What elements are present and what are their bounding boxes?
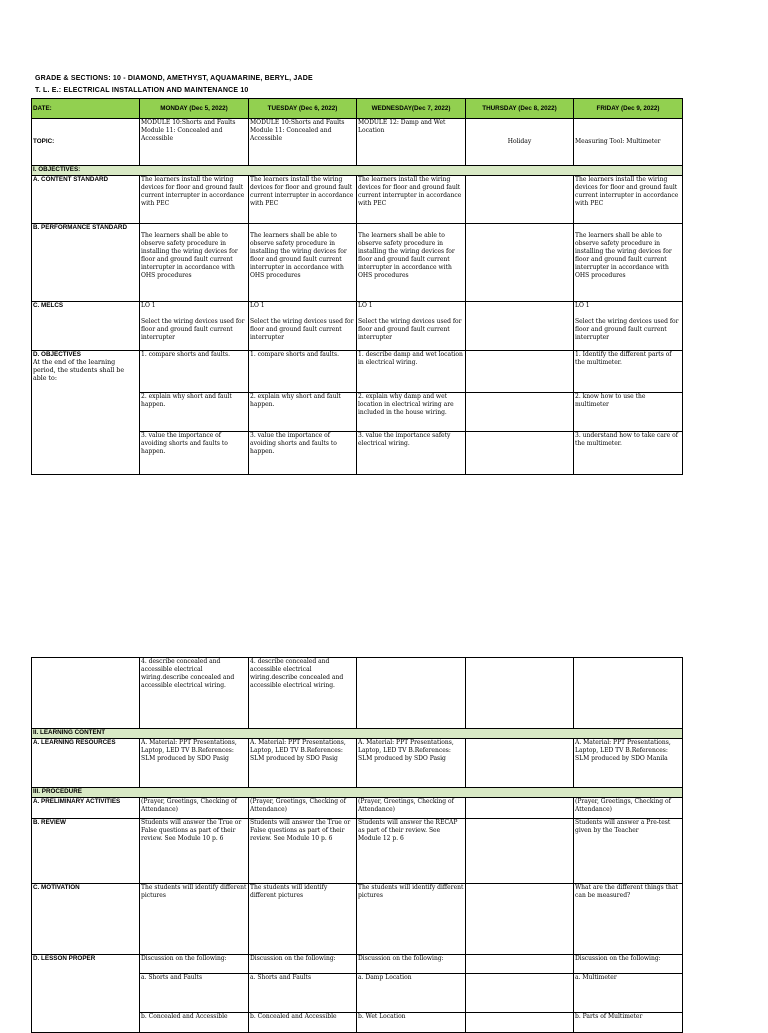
subject-heading: T. L. E.: ELECTRICAL INSTALLATION AND MAINTENANCE 10 xyxy=(35,87,249,94)
topic-tuesday: MODULE 10:Shorts and Faults Module 11: Concealed and Accessible xyxy=(249,119,357,166)
performance-standard-friday xyxy=(574,224,683,302)
lo-code: LO 1 xyxy=(575,302,590,309)
learning-content-section-row xyxy=(32,729,683,739)
performance-text: The learners shall be able to observe safety procedure in installing the wiring devices for floor and ground fault current interrupter in accordance with OHS procedures xyxy=(358,232,455,279)
melcs-tuesday xyxy=(249,302,357,351)
objective-3-wednesday: 3. value the importance safety electrical wiring. xyxy=(357,432,466,475)
objective-1-tuesday: 1. compare shorts and faults. xyxy=(249,351,357,393)
performance-standard-label: B. PERFORMANCE STANDARD xyxy=(32,224,140,302)
review-label: B. REVIEW xyxy=(32,819,140,884)
topic-thursday: Holiday xyxy=(466,119,574,166)
melcs-row xyxy=(32,302,683,351)
lo-code: LO 1 xyxy=(141,302,156,309)
objective-4-tuesday: 4. describe concealed and accessible electrical wiring.describe concealed and accessible electrical wiring. xyxy=(249,658,357,729)
objective-2-monday: 2. explain why short and fault happen. xyxy=(140,393,249,432)
content-standard-monday: The learners install the wiring devices for floor and ground fault current interrupter in accordance with PEC xyxy=(140,176,249,224)
objectives-section-label: I. OBJECTIVES: xyxy=(32,166,683,176)
objective-3-friday: 3. understand how to take care of the multimeter. xyxy=(574,432,683,475)
lesson-item-b-monday: b. Concealed and Accessible xyxy=(140,1013,249,1033)
date-header-row xyxy=(32,99,683,119)
learning-resources-label: A. LEARNING RESOURCES xyxy=(32,739,140,788)
motivation-friday: What are the different things that can be measured? xyxy=(574,884,683,955)
content-standard-friday: The learners install the wiring devices for floor and ground fault current interrupter in accordance with PEC xyxy=(574,176,683,224)
objectives-label: D. OBJECTIVES xyxy=(33,351,81,358)
topic-row xyxy=(32,119,683,166)
preliminary-tuesday: (Prayer, Greetings, Checking of Attendance) xyxy=(249,798,357,819)
objective-3-tuesday: 3. value the importance of avoiding shorts and faults to happen. xyxy=(249,432,357,475)
preliminary-wednesday: (Prayer, Greetings, Checking of Attendance) xyxy=(357,798,466,819)
topic-monday: MODULE 10:Shorts and Faults Module 11: Concealed and Accessible xyxy=(140,119,249,166)
content-standard-label: A. CONTENT STANDARD xyxy=(32,176,140,224)
lesson-item-a-friday: a. Multimeter xyxy=(574,974,683,1013)
review-row xyxy=(32,819,683,884)
content-standard-wednesday: The learners install the wiring devices for floor and ground fault current interrupter in accordance with PEC xyxy=(357,176,466,224)
motivation-row xyxy=(32,884,683,955)
review-wednesday: Students will answer the RECAP as part of their review. See Module 12 p. 6 xyxy=(357,819,466,884)
objective-3-monday: 3. value the importance of avoiding shorts and faults to happen. xyxy=(140,432,249,475)
lesson-proper-friday: Discussion on the following: xyxy=(574,955,683,974)
lesson-item-a-thursday xyxy=(466,974,574,1013)
topic-friday: Measuring Tool: Multimeter xyxy=(574,119,683,166)
objective-1-wednesday: 1. describe damp and wet location in electrical wiring. xyxy=(357,351,466,393)
review-tuesday: Students will answer the True or False questions as part of their review. See Module 10 p. 6 xyxy=(249,819,357,884)
motivation-wednesday: The students will identify different pictures xyxy=(357,884,466,955)
lesson-item-b-wednesday: b. Wet Location xyxy=(357,1013,466,1033)
preliminary-thursday xyxy=(466,798,574,819)
topic-wednesday: MODULE 12: Damp and Wet Location xyxy=(357,119,466,166)
objective-4-wednesday xyxy=(357,658,466,729)
preliminary-monday: (Prayer, Greetings, Checking of Attendance) xyxy=(140,798,249,819)
grade-sections-heading: GRADE & SECTIONS: 10 - DIAMOND, AMETHYST, AQUAMARINE, BERYL, JADE xyxy=(35,75,313,82)
lesson-item-a-tuesday: a. Shorts and Faults xyxy=(249,974,357,1013)
review-friday: Students will answer a Pre-test given by the Teacher xyxy=(574,819,683,884)
objectives-section-row xyxy=(32,166,683,176)
melc-text: Select the wiring devices used for floor and ground fault current interrupter xyxy=(575,318,679,341)
procedure-section-label: III. PROCEDURE xyxy=(32,788,683,798)
lesson-proper-tuesday: Discussion on the following: xyxy=(249,955,357,974)
lo-code: LO 1 xyxy=(250,302,265,309)
objective-4-thursday xyxy=(466,658,574,729)
review-monday: Students will answer the True or False questions as part of their review. See Module 10 p. 6 xyxy=(140,819,249,884)
lesson-item-b-thursday xyxy=(466,1013,574,1033)
objective-2-friday: 2. know how to use the multimeter xyxy=(574,393,683,432)
performance-text: The learners shall be able to observe safety procedure in installing the wiring devices for floor and ground fault current interrupter in accordance with OHS procedures xyxy=(575,232,672,279)
motivation-label: C. MOTIVATION xyxy=(32,884,140,955)
objectives-label-cell xyxy=(32,351,140,475)
objective-4-friday xyxy=(574,658,683,729)
objective-1-row xyxy=(32,351,683,393)
learning-resources-row xyxy=(32,739,683,788)
resources-thursday xyxy=(466,739,574,788)
performance-standard-wednesday xyxy=(357,224,466,302)
lesson-proper-row xyxy=(32,955,683,974)
objective-2-tuesday: 2. explain why short and fault happen. xyxy=(249,393,357,432)
thursday-header: THURSDAY (Dec 8, 2022) xyxy=(466,99,574,119)
objective-2-wednesday: 2. explain why damp and wet location in electrical wiring are included in the house wiring. xyxy=(357,393,466,432)
learning-content-section-label: II. LEARNING CONTENT xyxy=(32,729,683,739)
resources-tuesday: A. Material: PPT Presentations, Laptop, LED TV B.References: SLM produced by SDO Pasig xyxy=(249,739,357,788)
objective-4-row xyxy=(32,658,683,729)
preliminary-row xyxy=(32,798,683,819)
motivation-monday: The students will identify different pictures xyxy=(140,884,249,955)
lesson-item-a-wednesday: a. Damp Location xyxy=(357,974,466,1013)
lesson-item-a-monday: a. Shorts and Faults xyxy=(140,974,249,1013)
melcs-monday xyxy=(140,302,249,351)
friday-header: FRIDAY (Dec 9, 2022) xyxy=(574,99,683,119)
melcs-wednesday xyxy=(357,302,466,351)
melcs-friday xyxy=(574,302,683,351)
lesson-proper-monday: Discussion on the following: xyxy=(140,955,249,974)
performance-text: The learners shall be able to observe safety procedure in installing the wiring devices for floor and ground fault current interrupter in accordance with OHS procedures xyxy=(141,232,238,279)
lesson-plan-table-page-2 xyxy=(31,657,683,1033)
preliminary-label: A. PRELIMINARY ACTIVITIES xyxy=(32,798,140,819)
lesson-item-b-tuesday: b. Concealed and Accessible xyxy=(249,1013,357,1033)
objective-3-thursday xyxy=(466,432,574,475)
review-thursday xyxy=(466,819,574,884)
objective-2-thursday xyxy=(466,393,574,432)
resources-wednesday: A. Material: PPT Presentations, Laptop, LED TV B.References: SLM produced by SDO Pasig xyxy=(357,739,466,788)
tuesday-header: TUESDAY (Dec 6, 2022) xyxy=(249,99,357,119)
lesson-plan-table-page-1 xyxy=(31,98,683,475)
performance-standard-row xyxy=(32,224,683,302)
procedure-section-row xyxy=(32,788,683,798)
content-standard-row xyxy=(32,176,683,224)
motivation-tuesday: The students will identify different pictures xyxy=(249,884,357,955)
lo-code: LO 1 xyxy=(358,302,373,309)
objective-1-friday: 1. Identify the different parts of the multimeter. xyxy=(574,351,683,393)
resources-monday: A. Material: PPT Presentations, Laptop, LED TV B.References: SLM produced by SDO Pasig xyxy=(140,739,249,788)
melc-text: Select the wiring devices used for floor and ground fault current interrupter xyxy=(141,318,245,341)
preliminary-friday: (Prayer, Greetings, Checking of Attendance) xyxy=(574,798,683,819)
performance-standard-tuesday xyxy=(249,224,357,302)
melc-text: Select the wiring devices used for floor and ground fault current interrupter xyxy=(358,318,462,341)
objective-4-label-cell xyxy=(32,658,140,729)
melcs-thursday xyxy=(466,302,574,351)
wednesday-header: WEDNESDAY(Dec 7, 2022) xyxy=(357,99,466,119)
resources-friday: A. Material: PPT Presentations, Laptop, LED TV B.References: SLM produced by SDO Manila xyxy=(574,739,683,788)
lesson-proper-wednesday: Discussion on the following: xyxy=(357,955,466,974)
objective-1-monday: 1. compare shorts and faults. xyxy=(140,351,249,393)
monday-header: MONDAY (Dec 5, 2022) xyxy=(140,99,249,119)
lesson-proper-label: D. LESSON PROPER xyxy=(32,955,140,1033)
lesson-item-b-friday: b. Parts of Multimeter xyxy=(574,1013,683,1033)
objective-4-monday: 4. describe concealed and accessible electrical wiring.describe concealed and accessible electrical wiring. xyxy=(140,658,249,729)
motivation-thursday xyxy=(466,884,574,955)
objective-1-thursday xyxy=(466,351,574,393)
content-standard-thursday xyxy=(466,176,574,224)
date-label: DATE: xyxy=(32,99,140,119)
performance-text: The learners shall be able to observe safety procedure in installing the wiring devices for floor and ground fault current interrupter in accordance with OHS procedures xyxy=(250,232,347,279)
performance-standard-thursday xyxy=(466,224,574,302)
performance-standard-monday xyxy=(140,224,249,302)
topic-label: TOPIC: xyxy=(32,119,140,166)
lesson-proper-thursday xyxy=(466,955,574,974)
objectives-note: At the end of the learning period, the students shall be able to: xyxy=(33,359,125,382)
melc-text: Select the wiring devices used for floor and ground fault current interrupter xyxy=(250,318,354,341)
content-standard-tuesday: The learners install the wiring devices for floor and ground fault current interrupter in accordance with PEC xyxy=(249,176,357,224)
melcs-label: C. MELCS xyxy=(32,302,140,351)
